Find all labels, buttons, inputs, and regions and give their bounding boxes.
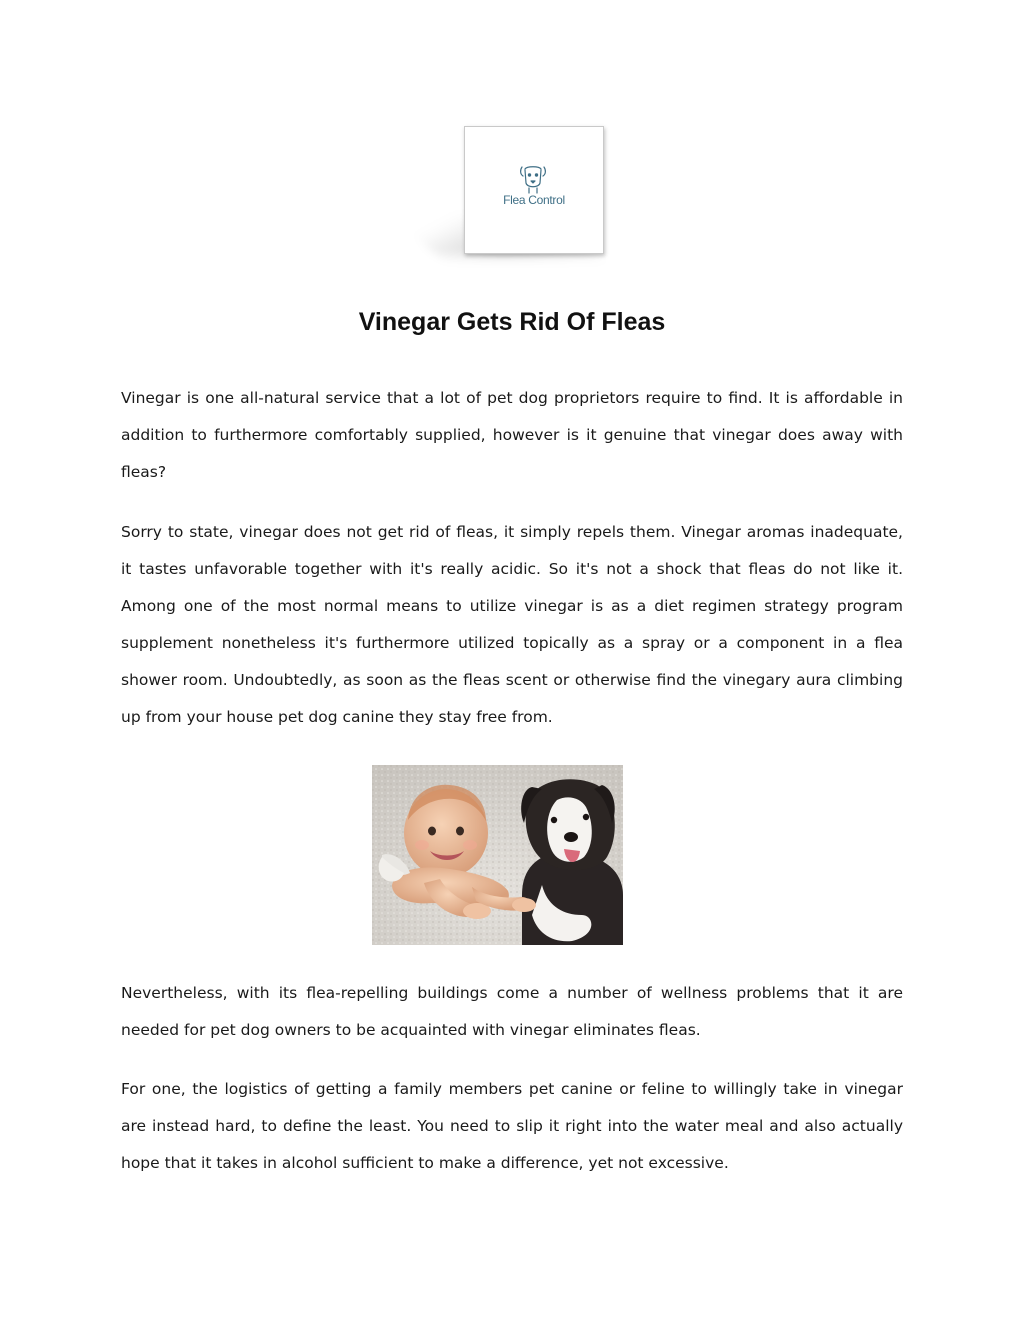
paragraph-1: Vinegar is one all-natural service that a lot of pet dog proprietors require to find. It is affordable in addition to furthermore comfortably supplied, however is it genuine that vinegar does away with fleas?: [121, 389, 903, 481]
paragraph-4: For one, the logistics of getting a family members pet canine or feline to willingly take in vinegar are instead hard, to define the least. You need to slip it right into the water meal and also actually hope that it takes in alcohol sufficient to make a difference, yet not excessive.: [121, 1080, 903, 1172]
baby-and-dog-photo: [372, 765, 623, 945]
paragraph-3: Nevertheless, with its flea-repelling buildings come a number of wellness problems that it are needed for pet dog owners to be acquainted with vinegar eliminates fleas.: [121, 984, 903, 1039]
paragraph-2: Sorry to state, vinegar does not get rid of fleas, it simply repels them. Vinegar aromas inadequate, it tastes unfavorable together with it's really acidic. So it's not a shock that fleas do not like it. Among one of the most normal means to utilize vinegar is as a diet regimen strategy program supplement nonetheless it's furthermore utilized topically as a spray or a component in a flea shower room. Undoubtedly, as soon as the fleas scent or otherwise find the vinegary aura climbing up from your house pet dog canine they stay free from.: [121, 523, 903, 726]
logo-box: [464, 126, 604, 254]
logo-text: Flea Control: [503, 193, 565, 207]
article-title: Vinegar Gets Rid Of Fleas: [358, 308, 666, 336]
dog-icon: [516, 161, 550, 195]
logo: [420, 122, 610, 262]
